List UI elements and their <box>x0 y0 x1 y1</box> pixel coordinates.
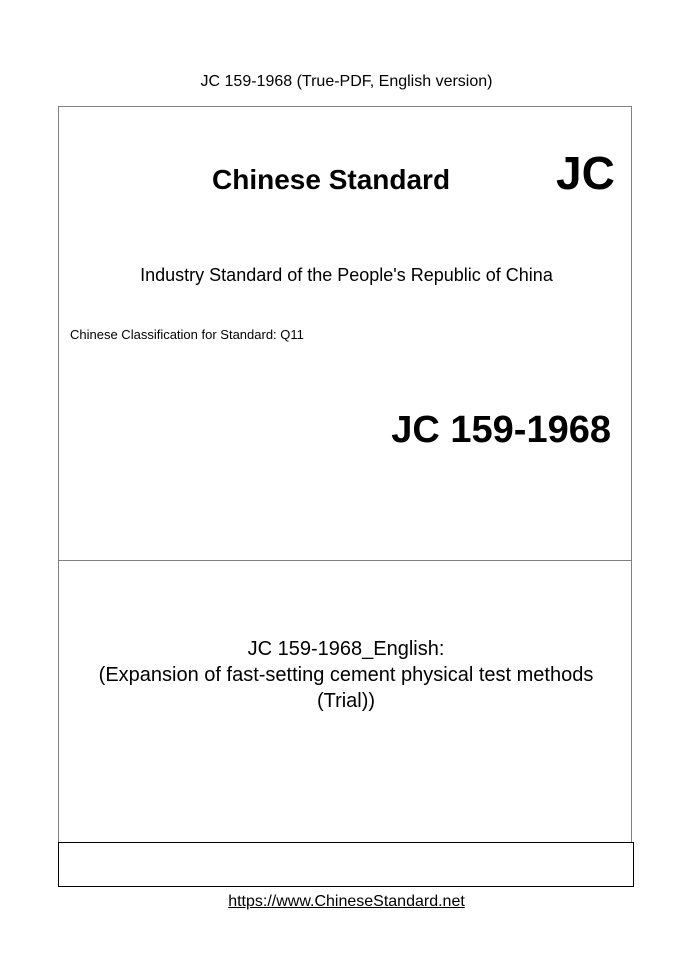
cover-title: Chinese Standard <box>212 164 451 195</box>
footer <box>0 892 693 912</box>
standard-number: JC 159-1968 <box>391 409 611 451</box>
document-title-block <box>60 636 632 714</box>
cover-bottom-frame <box>58 842 634 887</box>
website-link[interactable]: https://www.ChineseStandard.net <box>228 893 465 910</box>
document-title-line-3: (Trial)) <box>316 690 376 712</box>
document-title-line-1: JC 159-1968_English: <box>247 638 445 660</box>
page-header: JC 159-1968 (True-PDF, English version) <box>200 73 493 90</box>
document-title-line-2: (Expansion of fast-setting cement physical test methods <box>98 664 594 686</box>
standard-code-letters: JC <box>556 147 615 199</box>
classification-line: Chinese Classification for Standard: Q11 <box>70 327 304 342</box>
industry-standard-line: Industry Standard of the People's Republic of China <box>140 265 553 285</box>
